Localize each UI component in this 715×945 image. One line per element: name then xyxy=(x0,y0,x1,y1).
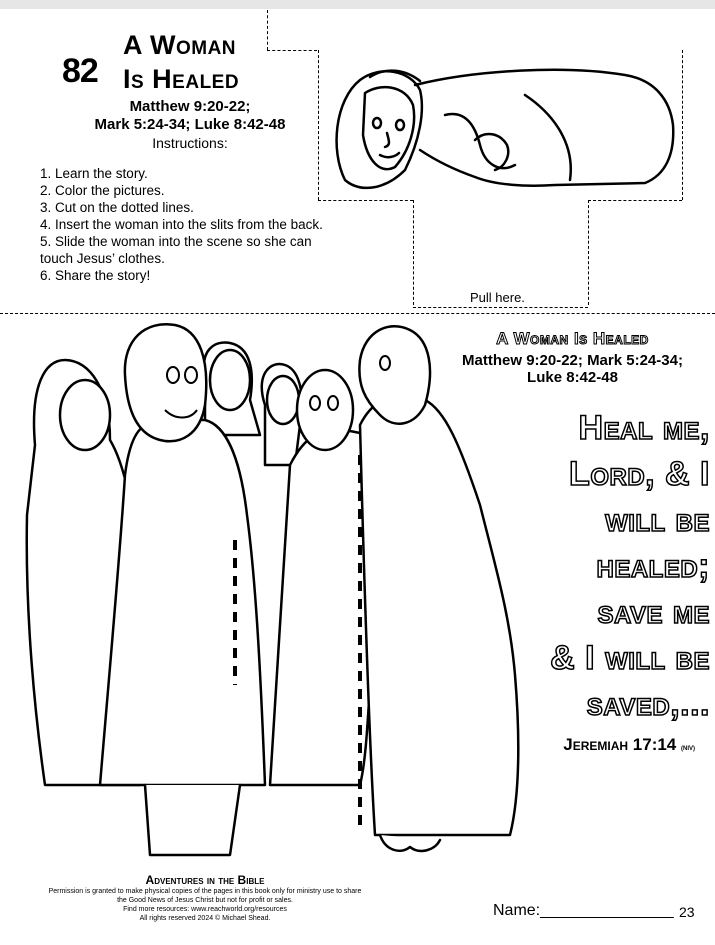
verse-line: saved,... xyxy=(586,685,710,723)
crowd-illustration xyxy=(15,315,535,870)
cut-line[interactable] xyxy=(682,50,683,200)
footer-permission-line1: Permission is granted to make physical copies of the pages in this book only for ministry use to share xyxy=(48,888,362,895)
side-refs-line2: Luke 8:42-48 xyxy=(527,369,618,386)
verse-reference-text: Jeremiah 17:14 xyxy=(563,735,677,754)
cut-line[interactable] xyxy=(267,50,317,51)
instruction-step: 1. Learn the story. xyxy=(40,166,148,181)
cut-line[interactable] xyxy=(413,307,588,308)
cut-line[interactable] xyxy=(588,200,682,201)
verse-version: (NIV) xyxy=(681,746,695,752)
instruction-step: 6. Share the story! xyxy=(40,268,151,283)
page-cut-line[interactable] xyxy=(0,313,715,314)
side-title: A Woman Is Healed xyxy=(496,329,649,348)
verse-reference xyxy=(500,735,695,755)
cut-line[interactable] xyxy=(588,200,589,305)
instruction-step: 2. Color the pictures. xyxy=(40,183,165,198)
cut-line[interactable] xyxy=(267,10,268,50)
lesson-title-line2: Is Healed xyxy=(123,64,240,94)
footer xyxy=(35,873,375,923)
woman-cutout-illustration[interactable] xyxy=(325,55,680,195)
lesson-refs-line2: Mark 5:24-34; Luke 8:42-48 xyxy=(94,116,286,133)
verse-line: will be xyxy=(605,501,710,539)
verse-line: save me xyxy=(597,593,710,631)
lesson-title-line1: A Woman xyxy=(123,30,237,60)
top-border xyxy=(0,0,715,9)
cut-line[interactable] xyxy=(318,50,319,200)
instruction-step: touch Jesus’ clothes. xyxy=(40,251,165,266)
instruction-step: 4. Insert the woman into the slits from the back. xyxy=(40,217,323,232)
verse-line: Heal me, xyxy=(578,409,710,447)
lesson-number: 82 xyxy=(62,52,98,90)
footer-brand: Adventures in the Bible xyxy=(145,873,265,887)
instructions-list xyxy=(40,165,350,284)
side-refs-line1: Matthew 9:20-22; Mark 5:24-34; xyxy=(462,352,683,369)
pull-here-label: Pull here. xyxy=(470,290,525,305)
instruction-step: 3. Cut on the dotted lines. xyxy=(40,200,194,215)
name-field[interactable]: Name:_______________ xyxy=(493,902,674,919)
footer-rights: All rights reserved 2024 © Michael Shead. xyxy=(139,915,271,922)
verse-line: healed; xyxy=(596,547,710,585)
cut-line[interactable] xyxy=(318,200,413,201)
verse-line: & I will be xyxy=(550,639,710,677)
instructions-heading: Instructions: xyxy=(152,135,228,151)
instruction-step: 5. Slide the woman into the scene so she can xyxy=(40,234,312,249)
footer-resources: Find more resources: www.reachworld.org/resources xyxy=(123,906,287,913)
side-refs xyxy=(425,352,715,386)
cut-line[interactable] xyxy=(413,200,414,305)
memory-verse xyxy=(515,405,710,727)
footer-permission-line2: the Good News of Jesus Christ but not for profit or sales. xyxy=(117,897,293,904)
page-number: 23 xyxy=(679,904,695,920)
lesson-refs-line1: Matthew 9:20-22; xyxy=(129,98,251,115)
verse-line: Lord, & I xyxy=(569,455,710,493)
